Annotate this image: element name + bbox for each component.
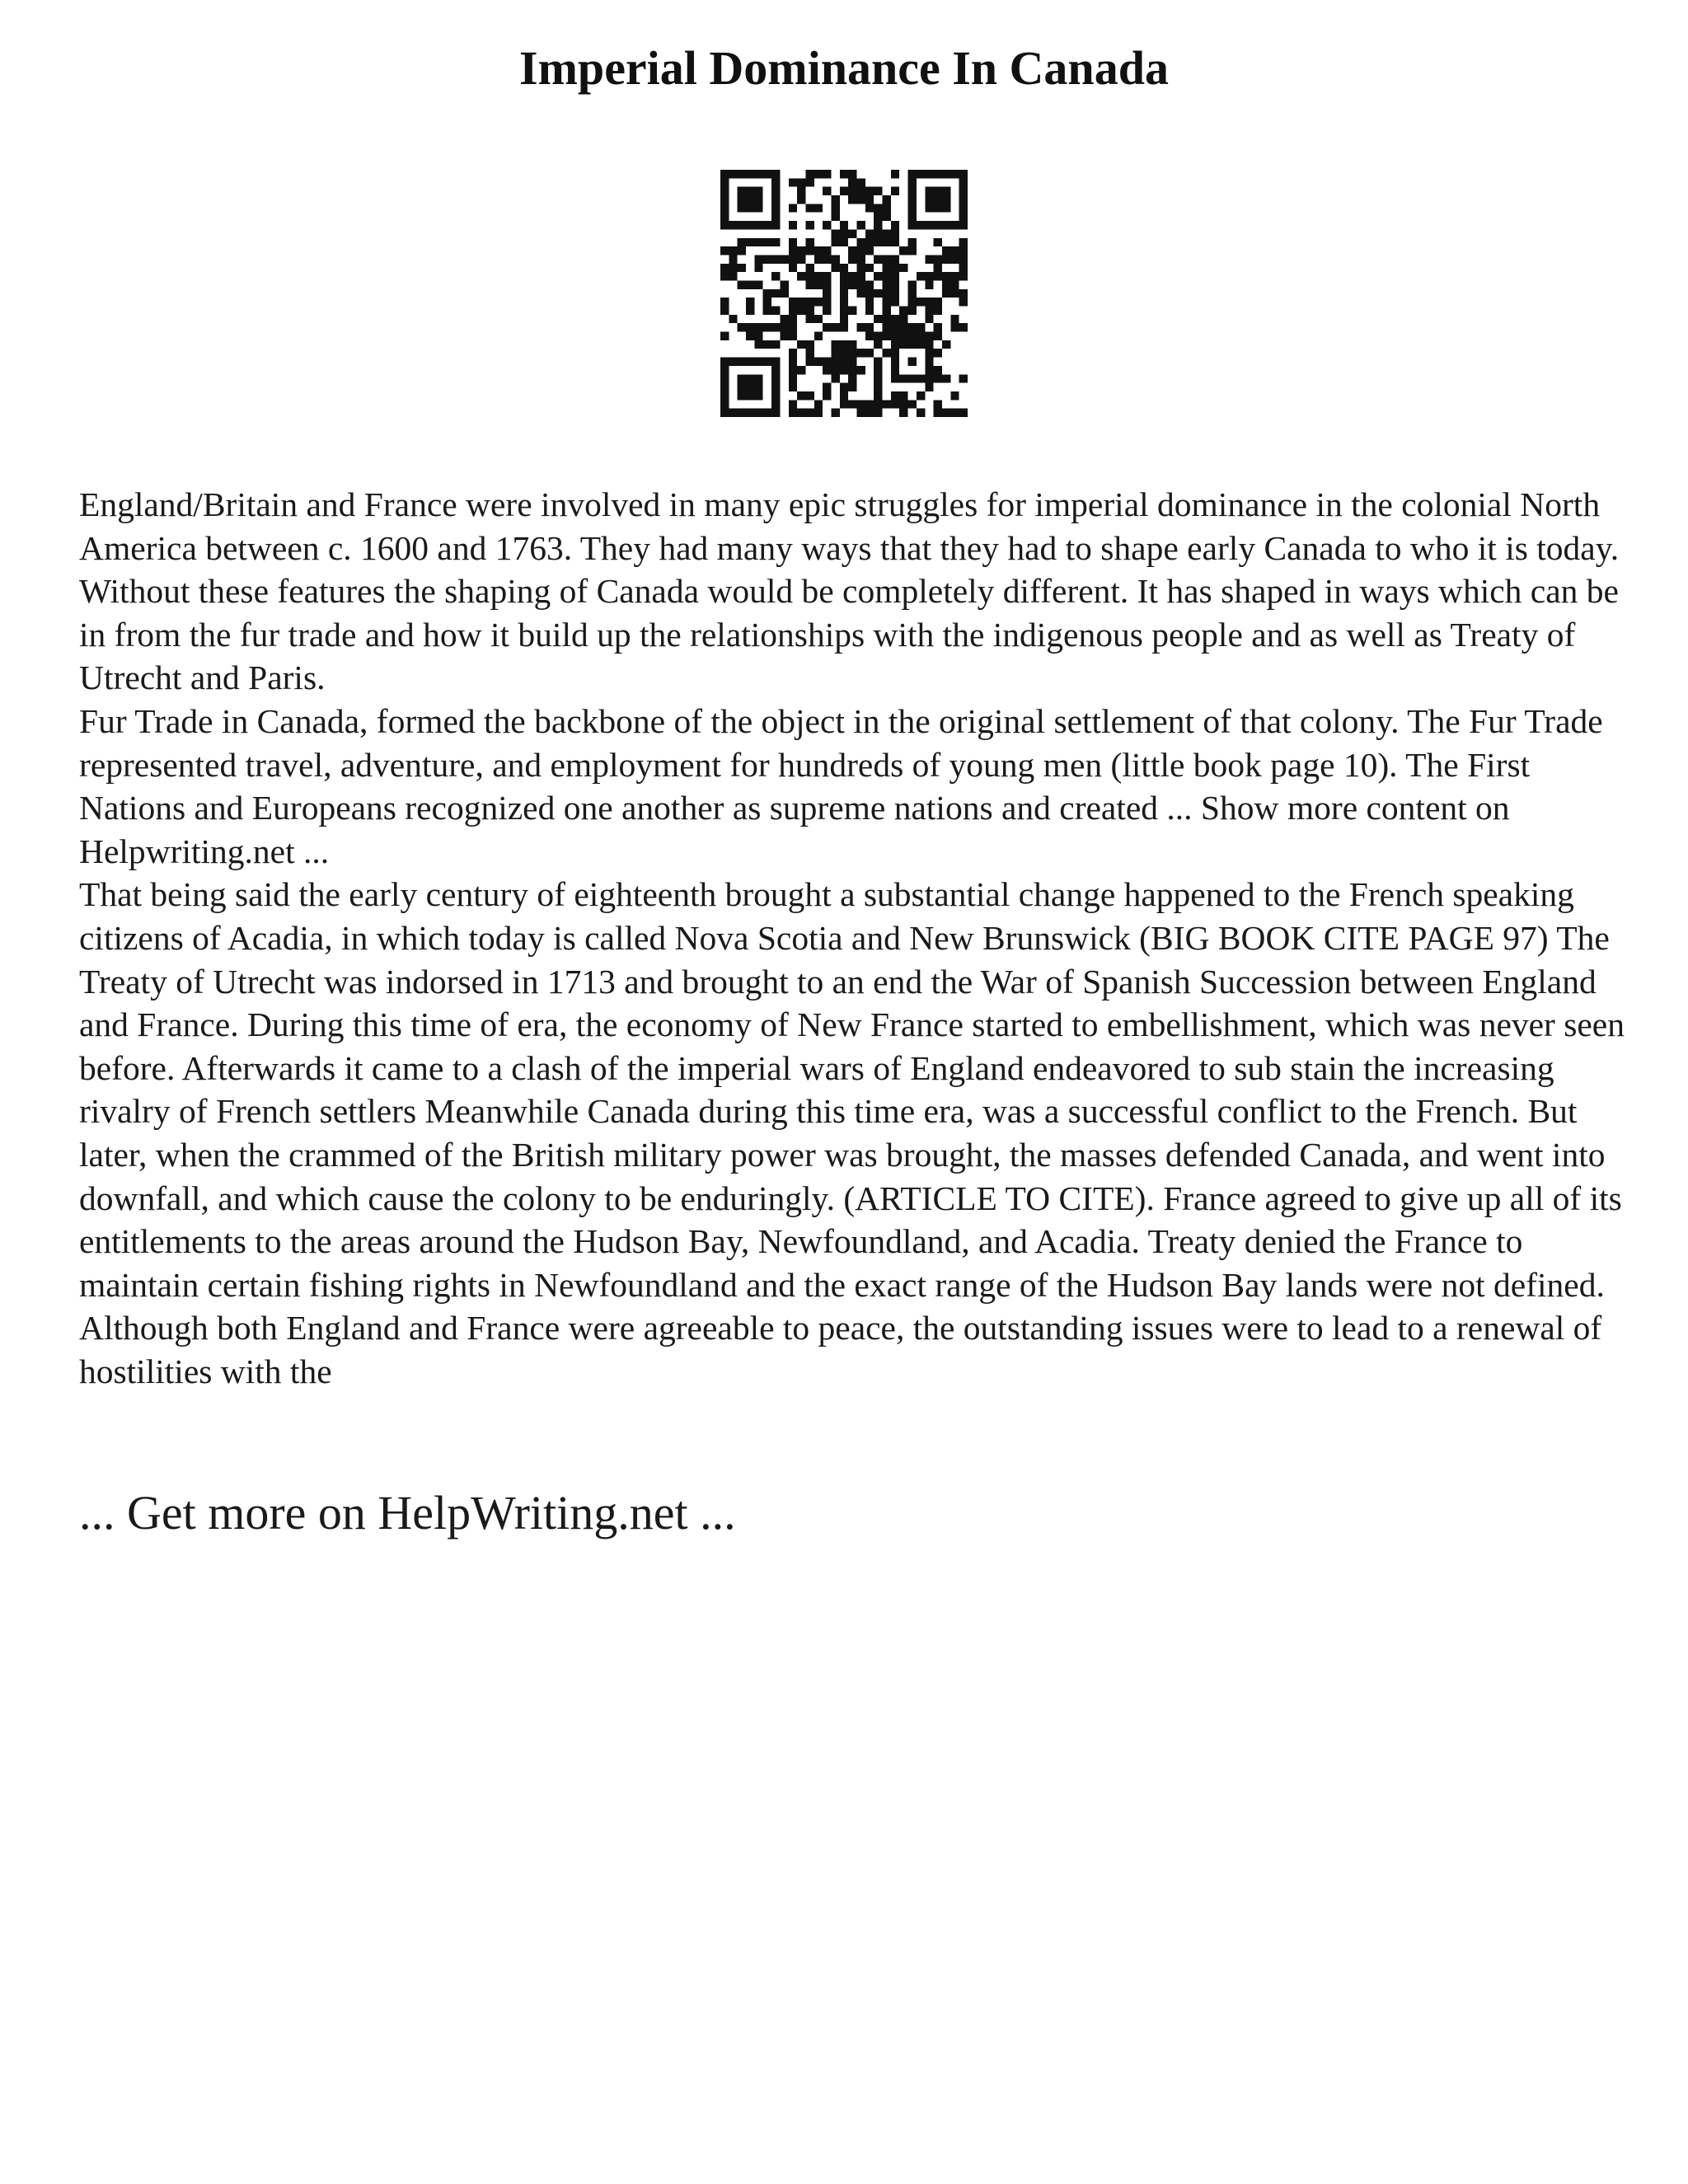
qr-code-icon <box>720 170 968 417</box>
paragraph-intro: England/Britain and France were involved in many epic struggles for imperial dominance in the colonial North America between c. 1600 and 1763. They had many ways that they had to shape early Canada to who it is today. Without these features the shaping of Canada would be completely different. It has shaped in ways which can be in from the fur trade and how it build up the relationships with the indigenous people and as well as Treaty of Utrecht and Paris. <box>79 485 1620 697</box>
paragraph-fur-trade: Fur Trade in Canada, formed the backbone of the object in the original settlement of that colony. The Fur Trade represented travel, adventure, and employment for hundreds of young men (little book page 10). The First Nations and Europeans recognized one another as supreme nations and created ... Show more content on Helpwriting.net ... <box>79 701 1603 870</box>
article-body <box>79 483 1629 1393</box>
get-more-link[interactable]: ... Get more on HelpWriting.net ... <box>79 1486 736 1540</box>
paragraph-treaty-utrecht: That being said the early century of eighteenth brought a substantial change happened to the French speaking citizens of Acadia, in which today is called Nova Scotia and New Brunswick (BIG BOOK CITE PAGE 97) The Treaty of Utrecht was indorsed in 1713 and brought to an end the War of Spanish Succession between England and France. During this time of era, the economy of New France started to embellishment, which was never seen before. Afterwards it came to a clash of the imperial wars of England endeavored to sub stain the increasing rivalry of French settlers Meanwhile Canada during this time era, was a successful conflict to the French. But later, when the crammed of the British military power was brought, the masses defended Canada, and went into downfall, and which cause the colony to be enduringly. (ARTICLE TO CITE). France agreed to give up all of its entitlements to the areas around the Hudson Bay, Newfoundland, and Acadia. Treaty denied the France to maintain certain fishing rights in Newfoundland and the exact range of the Hudson Bay lands were not defined. Although both England and France were agreeable to peace, the outstanding issues were to lead to a renewal of hostilities with the <box>79 875 1625 1390</box>
document-title: Imperial Dominance In Canada <box>519 41 1169 95</box>
